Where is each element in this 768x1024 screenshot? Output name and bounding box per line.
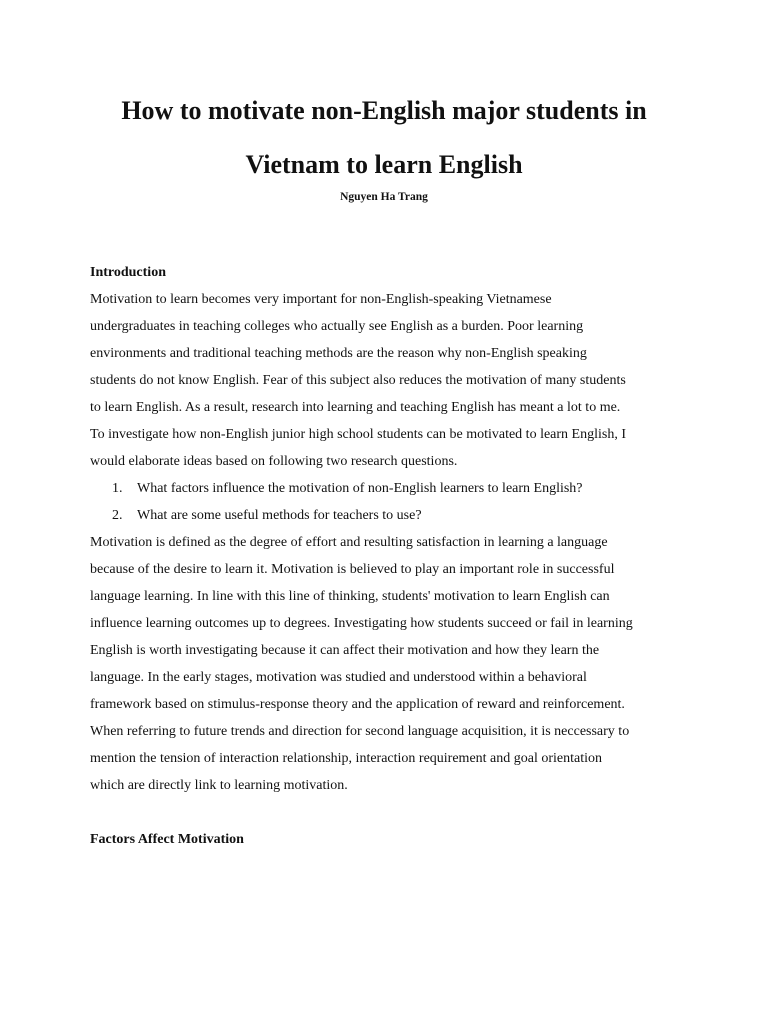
list-item-number: 1. <box>112 481 123 496</box>
text-line: students do not know English. Fear of this subject also reduces the motivation of many students <box>90 373 626 388</box>
text-line: language learning. In line with this line of thinking, students' motivation to learn English can <box>90 589 610 604</box>
text-line: When referring to future trends and direction for second language acquisition, it is neccessary to <box>90 724 630 739</box>
text-line: to learn English. As a result, research into learning and teaching English has meant a lot to me. <box>90 400 621 415</box>
introduction-paragraph-1 <box>90 286 690 475</box>
title-line-2: Vietnam to learn English <box>245 150 523 179</box>
text-line: Motivation is defined as the degree of effort and resulting satisfaction in learning a language <box>90 535 608 550</box>
section-heading-factors: Factors Affect Motivation <box>90 832 244 847</box>
research-questions-list <box>90 475 690 529</box>
section-heading-introduction: Introduction <box>90 265 166 280</box>
title-line-1: How to motivate non-English major students in <box>121 96 647 125</box>
text-line: mention the tension of interaction relationship, interaction requirement and goal orientation <box>90 751 603 766</box>
list-item-text: What are some useful methods for teachers to use? <box>137 508 422 523</box>
text-line: would elaborate ideas based on following two research questions. <box>90 454 458 469</box>
paragraph-spacer <box>90 799 690 826</box>
introduction-paragraph-2 <box>90 529 690 799</box>
list-item-text: What factors influence the motivation of non-English learners to learn English? <box>137 481 583 496</box>
text-line: because of the desire to learn it. Motivation is believed to play an important role in successful <box>90 562 615 577</box>
text-line: Motivation to learn becomes very important for non-English-speaking Vietnamese <box>90 292 552 307</box>
text-line: framework based on stimulus-response theory and the application of reward and reinforcement. <box>90 697 625 712</box>
text-line: environments and traditional teaching methods are the reason why non-English speaking <box>90 346 587 361</box>
list-item <box>90 475 690 502</box>
text-line: To investigate how non-English junior high school students can be motivated to learn English, I <box>90 427 626 442</box>
text-line: English is worth investigating because it can affect their motivation and how they learn the <box>90 643 600 658</box>
list-item <box>90 502 690 529</box>
text-line: undergraduates in teaching colleges who actually see English as a burden. Poor learning <box>90 319 584 334</box>
document-body <box>90 259 690 853</box>
text-line: language. In the early stages, motivation was studied and understood within a behavioral <box>90 670 587 685</box>
text-line: which are directly link to learning motivation. <box>90 778 348 793</box>
author-name: Nguyen Ha Trang <box>340 191 428 203</box>
list-item-number: 2. <box>112 508 123 523</box>
text-line: influence learning outcomes up to degrees. Investigating how students succeed or fail in learning <box>90 616 633 631</box>
document-title <box>40 84 728 192</box>
